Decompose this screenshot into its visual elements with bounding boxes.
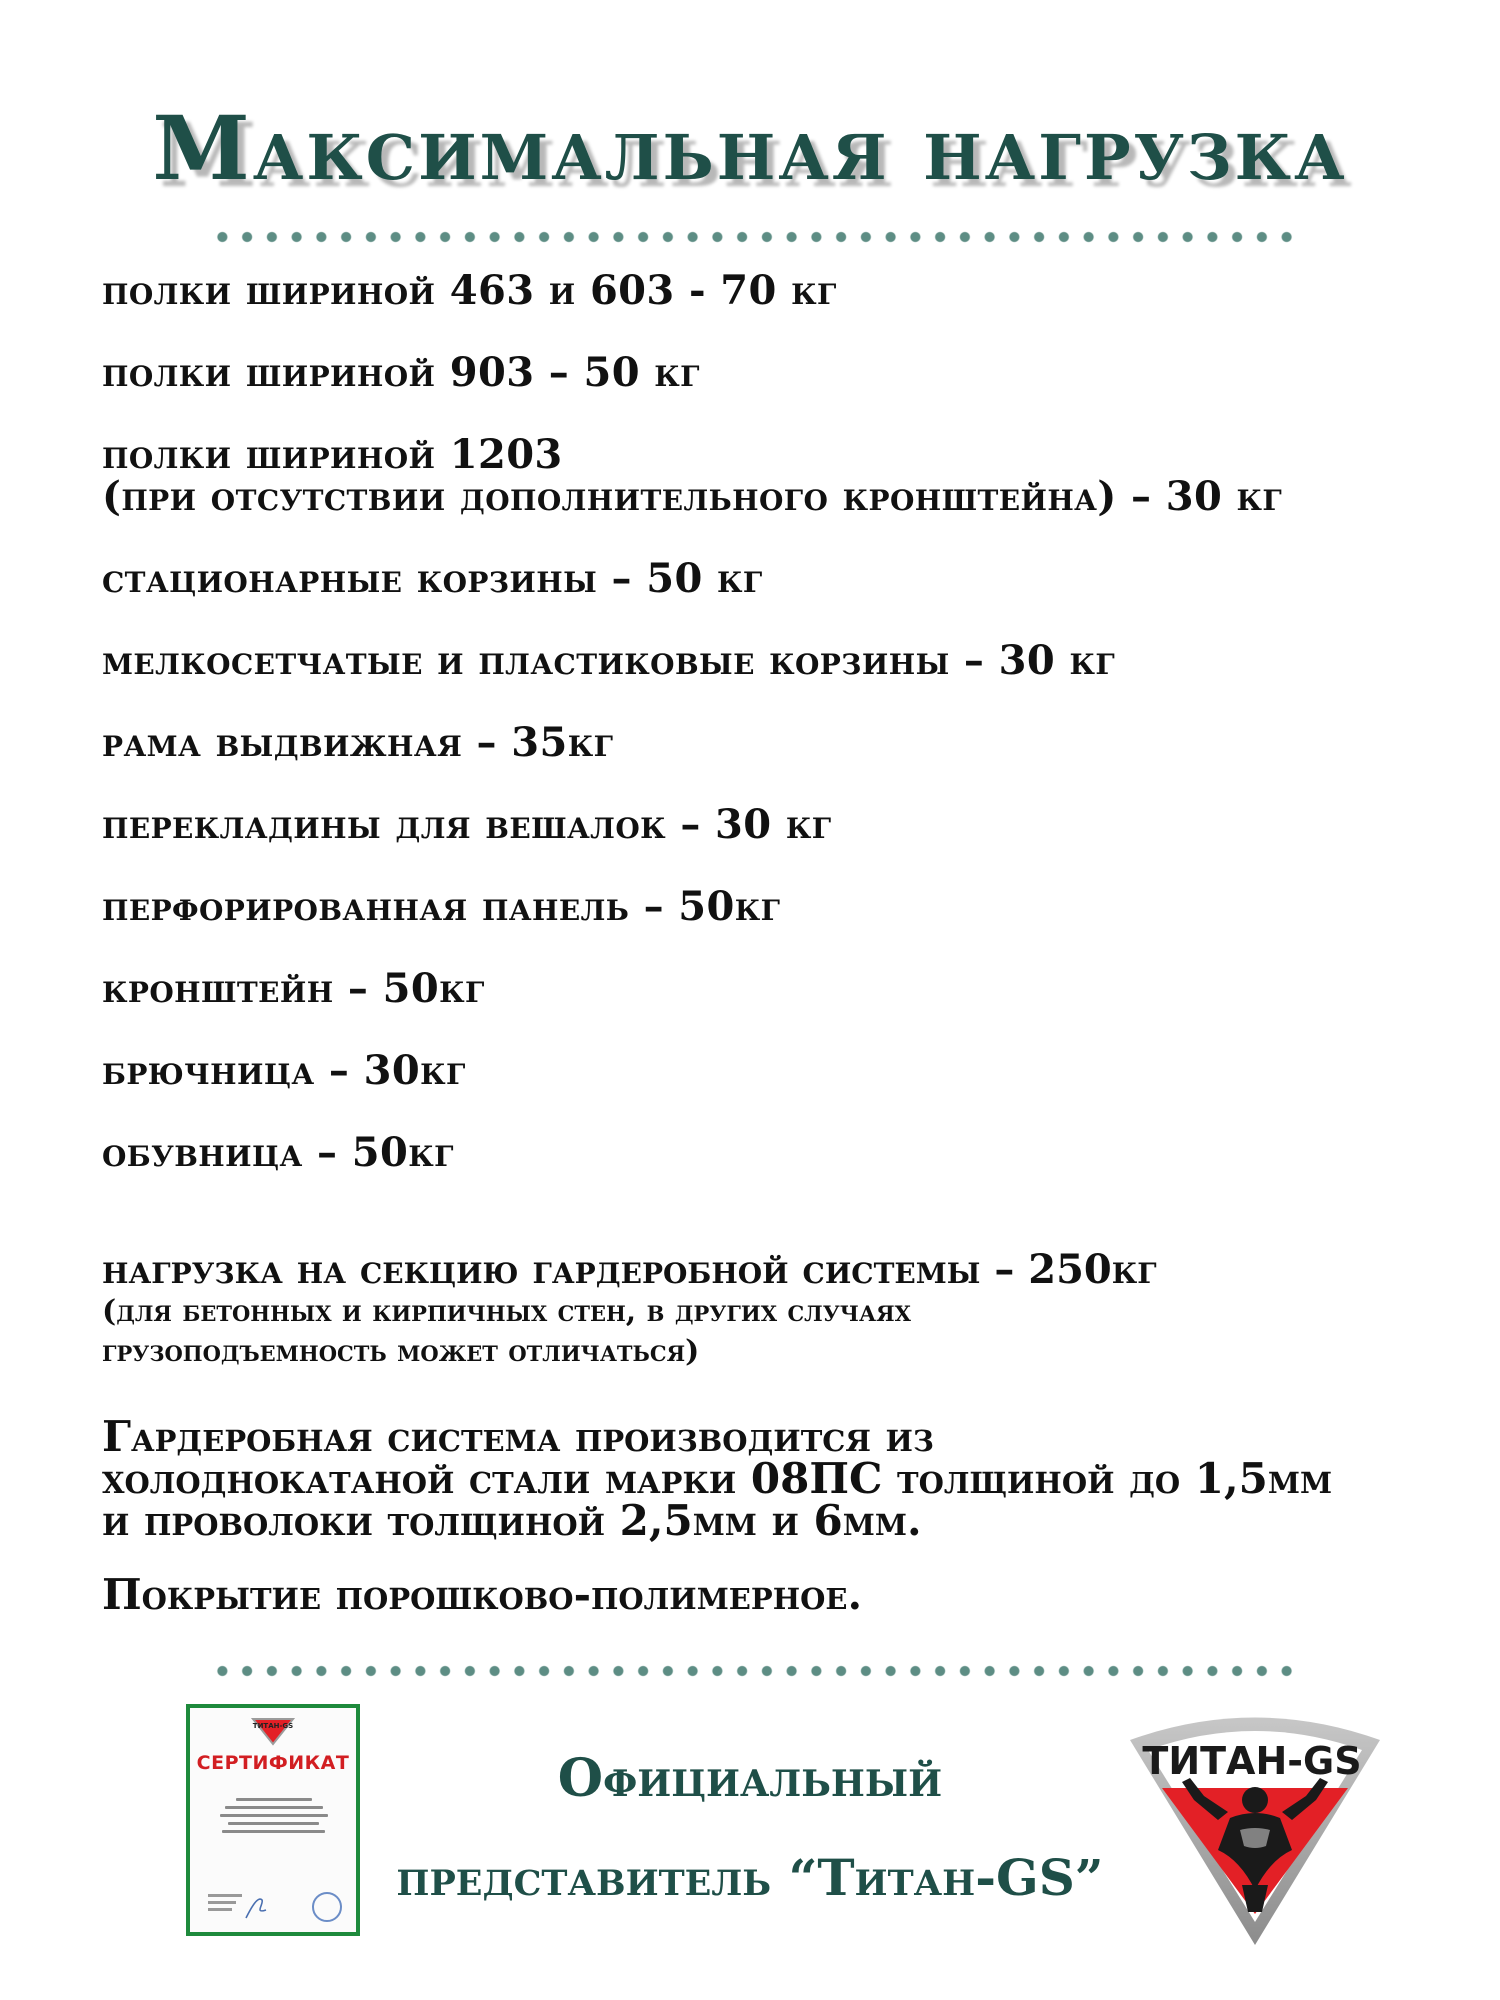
load-item-note: (при отсутствии дополнительного кронштейна) – 30 кг (102, 473, 1283, 520)
material-description (102, 1412, 1492, 1545)
load-item (102, 267, 1482, 314)
load-item (102, 719, 1482, 766)
top-dotted-divider (210, 230, 1300, 244)
load-item-label: перфорированная панель – 50кг (102, 883, 781, 930)
load-item (102, 1047, 1482, 1094)
load-item-label: полки шириной 903 – 50 кг (102, 349, 700, 396)
load-item (102, 637, 1482, 684)
certificate-thumbnail (186, 1704, 360, 1936)
load-item-label: рама выдвижная – 35кг (102, 719, 614, 766)
load-item-label: перекладины для вешалок – 30 кг (102, 801, 832, 848)
load-item (102, 1129, 1482, 1176)
section-load-text: нагрузка на секцию гардеробной системы – 250кг (102, 1246, 1157, 1293)
certificate-logo-icon (250, 1716, 296, 1746)
load-item (102, 883, 1482, 930)
load-list (102, 267, 1482, 1176)
load-item-label: полки шириной 463 и 603 - 70 кг (102, 267, 837, 314)
load-item (102, 801, 1482, 848)
bottom-dotted-divider (210, 1664, 1300, 1678)
page-title: Максимальная нагрузка (152, 96, 1348, 200)
load-item (102, 965, 1482, 1012)
load-item (102, 431, 1482, 520)
material-line3: и проволоки толщиной 2,5мм и 6мм. (102, 1496, 922, 1545)
section-load-note-line1: (для бетонных и кирпичных стен, в других случаях (102, 1294, 911, 1329)
load-item-label: обувница – 50кг (102, 1129, 454, 1176)
load-item-label: мелкосетчатые и пластиковые корзины – 30 кг (102, 637, 1116, 684)
certificate-title: СЕРТИФИКАТ (196, 1752, 350, 1774)
coating-text: Покрытие порошково-полимерное. (102, 1570, 863, 1619)
load-item-label: стационарные корзины – 50 кг (102, 555, 763, 602)
load-item-label: кронштейн – 50кг (102, 965, 485, 1012)
official-representative-line2: представитель “Титан-GS” (396, 1848, 1104, 1907)
stamp-icon (312, 1892, 342, 1922)
section-load-block (102, 1248, 1482, 1372)
load-item-label: полки шириной 1203 (102, 431, 563, 478)
section-load-note-line2: грузоподъемность может отличаться) (102, 1334, 700, 1369)
svg-text:ТИТАН-GS: ТИТАН-GS (252, 1722, 294, 1730)
official-representative-line1: Официальный (557, 1748, 943, 1809)
certificate-text-lines (220, 1798, 328, 1838)
material-line1: Гардеробная система производится из (102, 1412, 934, 1461)
material-line2: холоднокатаной стали марки 08ПС толщиной до 1,5мм (102, 1454, 1333, 1503)
signature-icon (208, 1892, 268, 1922)
titan-gs-logo-icon (1120, 1700, 1390, 1950)
load-item-label: брючница – 30кг (102, 1047, 466, 1094)
load-item (102, 555, 1482, 602)
load-item (102, 349, 1482, 396)
svg-text:ТИТАН-GS: ТИТАН-GS (1142, 1739, 1362, 1783)
